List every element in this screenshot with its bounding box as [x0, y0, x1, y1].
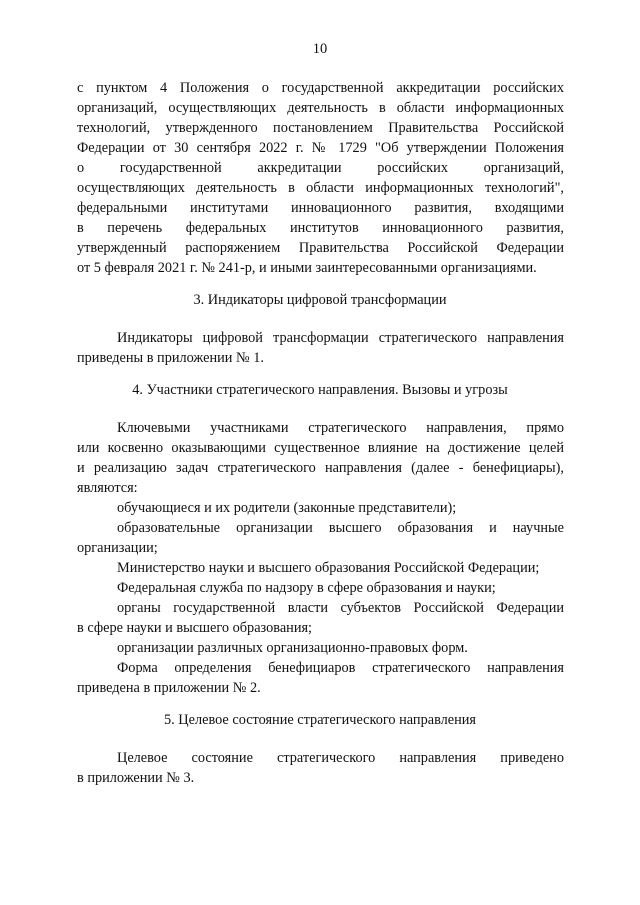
paragraph-line: осуществляющих деятельность в области информационных технологий",: [77, 180, 564, 196]
paragraph-line: и реализацию задач стратегического направления (далее - бенефициары),: [77, 460, 564, 476]
section-heading: 5. Целевое состояние стратегического направления: [164, 712, 476, 728]
section-heading: 3. Индикаторы цифровой трансформации: [193, 292, 447, 308]
list-item: в сфере науки и высшего образования;: [77, 620, 313, 636]
paragraph-line: с пунктом 4 Положения о государственной аккредитации российских: [77, 80, 564, 96]
section-heading: 4. Участники стратегического направления. Вызовы и угрозы: [132, 382, 508, 398]
paragraph-line: являются:: [77, 480, 138, 496]
paragraph-line: в перечень федеральных институтов инновационного развития,: [77, 220, 564, 236]
paragraph-line: Целевое состояние стратегического направления приведено: [117, 750, 564, 766]
paragraph-line: Ключевыми участниками стратегического направления, прямо: [117, 420, 564, 436]
paragraph-line: технологий, утвержденного постановлением Правительства Российской: [77, 120, 564, 136]
list-item: образовательные организации высшего образования и научные: [117, 520, 564, 536]
paragraph-line: от 5 февраля 2021 г. № 241-р, и иными заинтересованными организациями.: [77, 260, 537, 276]
paragraph-line: приведены в приложении № 1.: [77, 350, 264, 366]
paragraph-line: Форма определения бенефициаров стратегического направления: [117, 660, 564, 676]
list-item: Министерство науки и высшего образования Российской Федерации;: [117, 560, 540, 576]
paragraph-line: утвержденный распоряжением Правительства Российской Федерации: [77, 240, 564, 256]
paragraph-line: федеральными институтами инновационного развития, входящими: [77, 200, 564, 216]
list-item: органы государственной власти субъектов Российской Федерации: [117, 600, 564, 616]
list-item: организации различных организационно-правовых форм.: [117, 640, 468, 656]
page-number: 10: [312, 41, 328, 57]
paragraph-line: Федерации от 30 сентября 2022 г. № 1729 "Об утверждении Положения: [77, 140, 564, 156]
paragraph-line: организаций, осуществляющих деятельность в области информационных: [77, 100, 564, 116]
list-item: обучающиеся и их родители (законные представители);: [117, 500, 457, 516]
paragraph-line: в приложении № 3.: [77, 770, 195, 786]
paragraph-line: о государственной аккредитации российских организаций,: [77, 160, 564, 176]
list-item: организации;: [77, 540, 158, 556]
paragraph-line: Индикаторы цифровой трансформации стратегического направления: [117, 330, 564, 346]
paragraph-line: приведена в приложении № 2.: [77, 680, 261, 696]
list-item: Федеральная служба по надзору в сфере образования и науки;: [117, 580, 496, 596]
paragraph-line: или косвенно оказывающими существенное влияние на достижение целей: [77, 440, 564, 456]
